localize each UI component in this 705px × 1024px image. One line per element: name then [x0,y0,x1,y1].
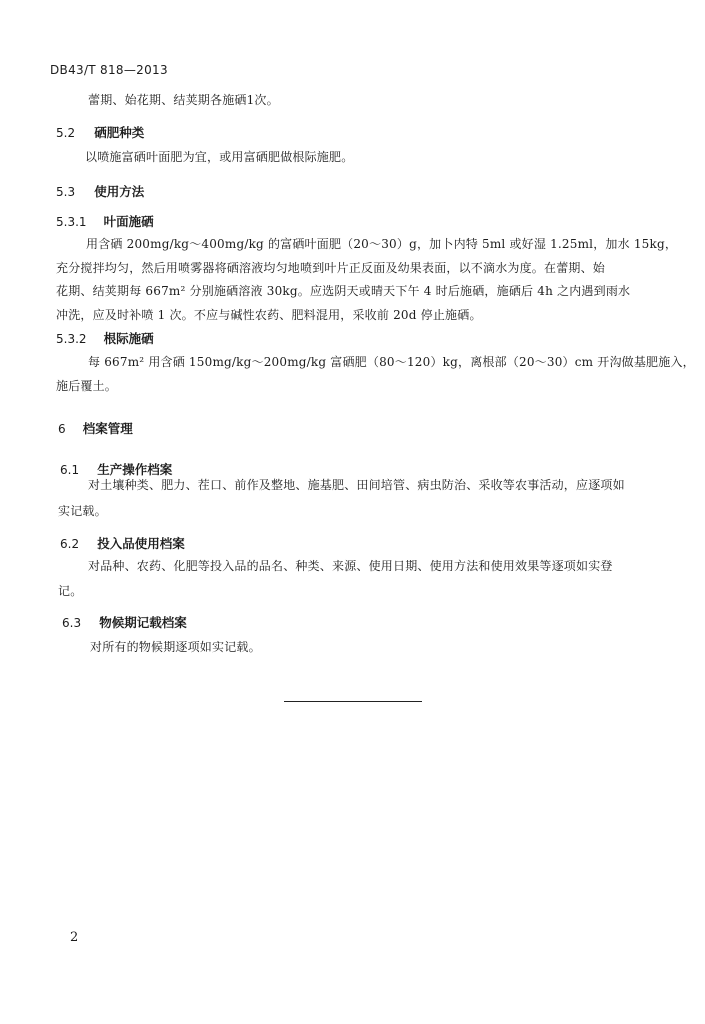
section-5-3-1-heading [56,211,154,230]
section-title: 叶面施硒 [103,214,154,229]
section-number: 6.1 [60,463,80,477]
paragraph-line: 花期、结荚期每 667m² 分别施硒溶液 30kg。应选阴天或晴天下午 4 时后施硒，施硒后 4h 之内遇到雨水 [56,284,631,298]
paragraph-line: 充分搅拌均匀，然后用喷雾器将硒溶液均匀地喷到叶片正反面及幼果表面，以不滴水为度。在蕾期、始 [56,261,606,275]
section-title: 硒肥种类 [94,125,145,140]
section-6-2-heading [60,533,185,552]
section-number: 6.3 [62,616,82,630]
section-6-3-heading [62,612,187,631]
end-rule [284,701,422,702]
section-number: 6 [58,422,66,436]
paragraph-line: 施后覆土。 [56,379,118,393]
section-number: 5.3.1 [56,215,87,229]
paragraph-line: 用含硒 200mg/kg～400mg/kg 的富硒叶面肥（20～30）g，加卜内特 5ml 或好湿 1.25ml，加水 15kg， [86,237,678,251]
section-number: 5.3.2 [56,332,87,346]
paragraph-line: 对土壤种类、肥力、茬口、前作及整地、施基肥、田间培管、病虫防治、采收等农事活动，应逐项如 [88,478,625,492]
section-title: 使用方法 [94,184,145,199]
section-title: 投入品使用档案 [97,536,185,551]
section-number: 5.2 [56,126,76,140]
paragraph-line: 对所有的物候期逐项如实记载。 [90,640,261,654]
section-title: 档案管理 [82,421,133,436]
section-5-3-2-heading [56,328,154,347]
page-number: 2 [70,930,79,945]
section-number: 6.2 [60,537,80,551]
continuation-line: 蕾期、始花期、结荚期各施硒1次。 [88,93,279,107]
section-title: 物候期记载档案 [99,615,187,630]
standard-code-header: DB43/T 818—2013 [50,63,168,77]
paragraph-line: 对品种、农药、化肥等投入品的品名、种类、来源、使用日期、使用方法和使用效果等逐项如实登 [88,559,613,573]
section-6-heading [58,418,133,437]
paragraph-line: 记。 [58,584,83,598]
section-number: 5.3 [56,185,76,199]
section-title: 根际施硒 [103,331,154,346]
section-5-3-heading [56,181,144,200]
paragraph-line: 每 667m² 用含硒 150mg/kg～200mg/kg 富硒肥（80～120）kg，离根部（20～30）cm 开沟做基肥施入， [88,355,695,369]
paragraph-line: 实记载。 [58,504,107,518]
paragraph-line: 冲洗，应及时补喷 1 次。不应与碱性农药、肥料混用，采收前 20d 停止施硒。 [56,308,482,322]
section-5-2-heading [56,122,144,141]
section-title: 生产操作档案 [97,462,173,477]
section-5-2-text: 以喷施富硒叶面肥为宜，或用富硒肥做根际施肥。 [85,150,354,164]
